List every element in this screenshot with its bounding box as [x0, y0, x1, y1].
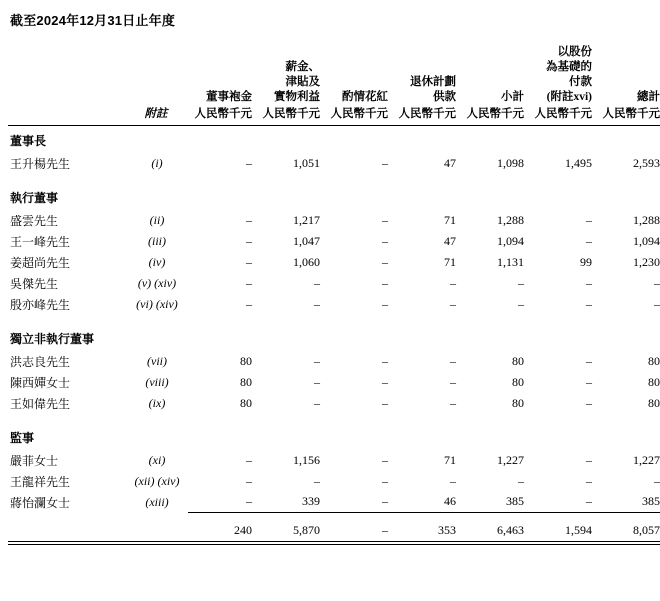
cell-total: 80 — [648, 395, 660, 410]
total-director-fee: 240 — [234, 523, 252, 538]
cell-bonus: – — [382, 353, 388, 368]
cell-share-payment: 1,495 — [565, 155, 592, 170]
table-row — [8, 450, 660, 471]
row-note: (viii) — [145, 374, 169, 389]
cell-pension: – — [450, 296, 456, 311]
table-row — [8, 153, 660, 174]
row-name: 嚴菲女士 — [10, 453, 59, 468]
header-note: 附註 — [144, 107, 168, 120]
cell-total: – — [654, 296, 660, 311]
cell-pension: – — [450, 473, 456, 488]
table-row — [8, 471, 660, 492]
table-row — [8, 252, 660, 273]
cell-total: 1,288 — [633, 212, 660, 227]
cell-bonus: – — [382, 374, 388, 389]
header-name — [8, 45, 126, 125]
total-share-payment: 1,594 — [565, 523, 592, 538]
total-bonus: – — [382, 523, 388, 538]
cell-bonus: – — [382, 275, 388, 290]
cell-pension: 71 — [444, 254, 456, 269]
cell-pension: – — [450, 374, 456, 389]
cell-salary: 1,047 — [293, 233, 320, 248]
row-name: 王龍祥先生 — [10, 474, 71, 489]
section-header-executive-directors — [8, 183, 660, 210]
cell-subtotal: 80 — [512, 374, 524, 389]
cell-bonus: – — [382, 155, 388, 170]
row-name: 王如偉先生 — [10, 396, 71, 411]
cell-pension: 47 — [444, 155, 456, 170]
section-title: 執行董事 — [10, 190, 59, 205]
cell-total: 385 — [596, 492, 660, 513]
row-note: (vi) (xiv) — [136, 296, 178, 311]
cell-subtotal: 1,094 — [497, 233, 524, 248]
cell-subtotal: 385 — [460, 492, 528, 513]
cell-salary: 1,060 — [293, 254, 320, 269]
cell-subtotal: 1,227 — [497, 452, 524, 467]
row-spacer — [8, 174, 660, 183]
cell-bonus: – — [382, 212, 388, 227]
table-row — [8, 393, 660, 414]
table-body — [8, 125, 660, 545]
cell-pension: – — [450, 353, 456, 368]
cell-subtotal: – — [518, 473, 524, 488]
cell-director-fee: 80 — [240, 374, 252, 389]
row-name: 吳傑先生 — [10, 276, 59, 291]
cell-share-payment: 99 — [580, 254, 592, 269]
cell-pension: 47 — [444, 233, 456, 248]
cell-share-payment: – — [586, 353, 592, 368]
section-title: 獨立非執行董事 — [10, 331, 95, 346]
cell-share-payment: – — [586, 452, 592, 467]
cell-director-fee: – — [246, 233, 252, 248]
row-name: 盛雲先生 — [10, 213, 59, 228]
cell-bonus: – — [382, 473, 388, 488]
cell-director-fee: – — [246, 275, 252, 290]
page-title: 截至2024年12月31日止年度 — [10, 13, 176, 28]
cell-subtotal: 1,131 — [497, 254, 524, 269]
cell-bonus: – — [382, 395, 388, 410]
row-name: 蔣怡瀾女士 — [10, 495, 71, 510]
table-header — [8, 45, 660, 125]
cell-share-payment: – — [586, 374, 592, 389]
header-share-based-payment: 以股份 為基礎的 付款 (附註xvi) 人民幣千元 — [534, 46, 592, 120]
section-header-chairman — [8, 125, 660, 153]
cell-salary: – — [314, 275, 320, 290]
table-row — [8, 210, 660, 231]
cell-share-payment: – — [586, 395, 592, 410]
header-subtotal: 小計 人民幣千元 — [466, 90, 524, 120]
total-subtotal: 6,463 — [497, 523, 524, 538]
totals-note — [126, 518, 188, 542]
cell-total: 80 — [648, 353, 660, 368]
cell-total: 1,227 — [633, 452, 660, 467]
cell-director-fee: – — [246, 296, 252, 311]
row-name: 王一峰先生 — [10, 234, 71, 249]
cell-director-fee: 80 — [240, 395, 252, 410]
cell-subtotal: 80 — [512, 395, 524, 410]
header-director-fee: 董事袍金 人民幣千元 — [194, 90, 252, 120]
table-row — [8, 273, 660, 294]
cell-total: 80 — [648, 374, 660, 389]
cell-pension: 46 — [392, 492, 460, 513]
section-title: 董事長 — [10, 133, 47, 148]
cell-bonus: – — [382, 452, 388, 467]
row-name: 殷亦峰先生 — [10, 297, 71, 312]
table-row — [8, 231, 660, 252]
cell-subtotal: 80 — [512, 353, 524, 368]
row-name: 洪志良先生 — [10, 354, 71, 369]
cell-pension: – — [450, 275, 456, 290]
cell-share-payment: – — [586, 296, 592, 311]
total-pension: 353 — [438, 523, 456, 538]
cell-bonus: – — [382, 233, 388, 248]
cell-salary: 1,051 — [293, 155, 320, 170]
cell-share-payment: – — [586, 212, 592, 227]
cell-subtotal: – — [518, 296, 524, 311]
totals-double-rule — [8, 542, 660, 545]
section-title: 監事 — [10, 430, 35, 445]
cell-director-fee: – — [246, 155, 252, 170]
cell-bonus: – — [382, 254, 388, 269]
directors-remuneration-table — [8, 45, 660, 545]
cell-director-fee: – — [246, 254, 252, 269]
cell-director-fee: – — [246, 473, 252, 488]
row-note: (v) (xiv) — [137, 275, 177, 290]
row-note: (ix) — [148, 395, 166, 410]
row-spacer — [8, 315, 660, 324]
cell-pension: – — [450, 395, 456, 410]
table-row — [8, 351, 660, 372]
table-row — [8, 492, 660, 513]
row-note: (ii) — [149, 212, 165, 227]
row-name: 王升楊先生 — [10, 156, 71, 171]
row-note: (xi) — [148, 452, 166, 467]
row-note: (iv) — [148, 254, 166, 269]
table-row — [8, 372, 660, 393]
cell-salary: – — [314, 374, 320, 389]
cell-salary: 1,217 — [293, 212, 320, 227]
cell-share-payment: – — [586, 233, 592, 248]
cell-subtotal: 1,288 — [497, 212, 524, 227]
table-row — [8, 294, 660, 315]
header-salary-allowance-benefits: 薪金、 津貼及 實物利益 人民幣千元 — [262, 60, 320, 120]
cell-salary: – — [314, 296, 320, 311]
cell-director-fee: – — [188, 492, 256, 513]
header-discretionary-bonus: 酌情花紅 人民幣千元 — [330, 90, 388, 120]
totals-row — [8, 518, 660, 542]
row-note: (vii) — [147, 353, 167, 368]
cell-subtotal: 1,098 — [497, 155, 524, 170]
cell-pension: 71 — [444, 452, 456, 467]
row-name: 陳西嬋女士 — [10, 375, 71, 390]
row-note: (i) — [151, 155, 163, 170]
header-grand-total: 總計 人民幣千元 — [602, 90, 660, 120]
header-row — [8, 45, 660, 125]
cell-salary: 339 — [256, 492, 324, 513]
total-grand-total: 8,057 — [633, 523, 660, 538]
cell-salary: – — [314, 395, 320, 410]
cell-salary: – — [314, 353, 320, 368]
cell-share-payment: – — [528, 492, 596, 513]
row-note: (xii) (xiv) — [134, 473, 180, 488]
row-note: (iii) — [148, 233, 166, 248]
cell-bonus: – — [324, 492, 392, 513]
cell-total: 1,094 — [633, 233, 660, 248]
section-header-supervisors — [8, 423, 660, 450]
row-spacer — [8, 414, 660, 423]
cell-director-fee: 80 — [240, 353, 252, 368]
row-note: (xiii) — [145, 494, 169, 509]
cell-total: 1,230 — [633, 254, 660, 269]
section-header-independent-non-executive-directors — [8, 324, 660, 351]
cell-share-payment: – — [586, 473, 592, 488]
cell-share-payment: – — [586, 275, 592, 290]
cell-director-fee: – — [246, 452, 252, 467]
cell-bonus: – — [382, 296, 388, 311]
header-retirement-contribution: 退休計劃 供款 人民幣千元 — [398, 75, 456, 120]
total-salary: 5,870 — [293, 523, 320, 538]
cell-total: 2,593 — [633, 155, 660, 170]
cell-director-fee: – — [246, 212, 252, 227]
cell-total: – — [654, 473, 660, 488]
cell-pension: 71 — [444, 212, 456, 227]
cell-salary: – — [314, 473, 320, 488]
totals-label — [8, 518, 126, 542]
cell-subtotal: – — [518, 275, 524, 290]
cell-total: – — [654, 275, 660, 290]
cell-salary: 1,156 — [293, 452, 320, 467]
row-name: 姜超尚先生 — [10, 255, 71, 270]
